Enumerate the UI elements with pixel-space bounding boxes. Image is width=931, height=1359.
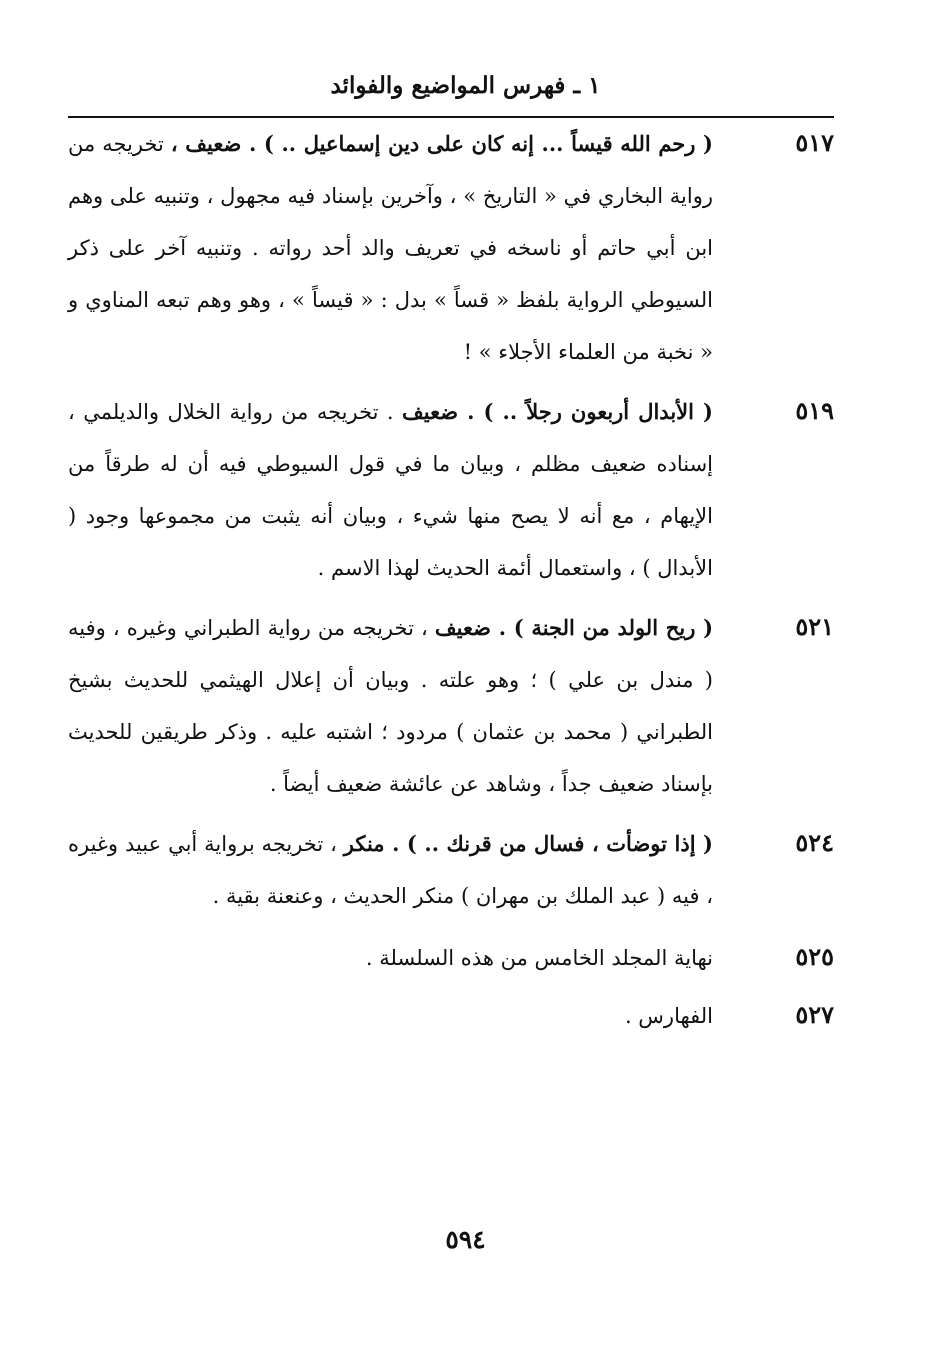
entry-description [68, 990, 713, 1042]
entry-body: ، تخريجه برواية أبي عبيد وغيره ، فيه ( عبد الملك بن مهران ) منكر الحديث ، وعنعنة بقية . [68, 832, 713, 908]
page-header: ١ ـ فهرس المواضيع والفوائد [330, 72, 601, 99]
index-entry [0, 118, 931, 378]
index-entry [0, 932, 931, 984]
entry-hadith-title: ( إذا توضأت ، فسال من قرنك .. ) . منكر [343, 831, 713, 856]
entry-page-number: ٥١٧ [795, 128, 834, 157]
entry-body: . تخريجه من رواية الخلال والديلمي ، إسناده ضعيف مظلم ، وبيان ما في قول السيوطي فيه أن له طرقاً من الإيهام ، مع أنه لا يصح منها شيء ، وبيان أنه يثبت من مجموعها وجود ( الأبدال ) ، واستعمال أئمة الحديث لهذا الاسم . [68, 400, 713, 580]
entry-description [68, 118, 713, 378]
entry-description [68, 932, 713, 984]
index-entry [0, 818, 931, 922]
entry-hadith-title: ( الأبدال أربعون رجلاً .. ) . ضعيف [402, 399, 713, 424]
entry-page-number: ٥٢٧ [795, 1000, 834, 1029]
entry-hadith-title: ( ريح الولد من الجنة ) . ضعيف [434, 615, 714, 640]
entry-description [68, 602, 713, 810]
page-number: ٥٩٤ [445, 1225, 486, 1254]
entry-description [68, 386, 713, 594]
index-entries [0, 118, 931, 1042]
entry-body: نهاية المجلد الخامس من هذه السلسلة . [365, 946, 713, 970]
index-entry [0, 386, 931, 594]
entry-page-number: ٥٢١ [795, 612, 834, 641]
entry-page-number: ٥٢٤ [795, 828, 834, 857]
entry-page-number: ٥١٩ [795, 396, 834, 425]
entry-hadith-title: ( رحم الله قيساً ... إنه كان على دين إسماعيل .. ) . ضعيف ، [170, 131, 713, 156]
index-entry [0, 602, 931, 810]
index-entry [0, 990, 931, 1042]
entry-description [68, 818, 713, 922]
entry-body: تخريجه من رواية البخاري في « التاريخ » ، وآخرين بإسناد فيه مجهول ، وتنبيه على وهم ابن أبي حاتم أو ناسخه في تعريف والد أحد رواته . وتنبيه آخر على ذكر السيوطي الرواية بلفظ « قساً » بدل : « قيساً » ، وهو وهم تبعه المناوي و « نخبة من العلماء الأجلاء » ! [68, 132, 713, 364]
entry-page-number: ٥٢٥ [795, 942, 834, 971]
entry-body: ، تخريجه من رواية الطبراني وغيره ، وفيه ( مندل بن علي ) ؛ وهو علته . وبيان أن إعلال الهيثمي للحديث بشيخ الطبراني ( محمد بن عثمان ) مردود ؛ اشتبه عليه . وذكر طريقين للحديث بإسناد ضعيف جداً ، وشاهد عن عائشة ضعيف أيضاً . [68, 616, 713, 796]
entry-body: الفهارس . [624, 1004, 713, 1028]
